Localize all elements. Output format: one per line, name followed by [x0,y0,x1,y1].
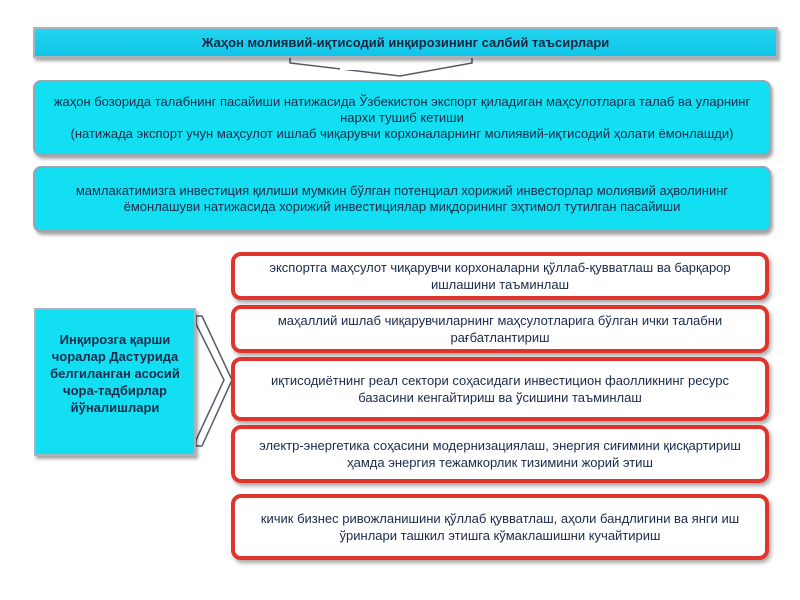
effect-text: мамлакатимизга инвестиция қилиши мумкин бўлган потенциал хорижий инвесторлар молиявий аҳволининг ёмонлашуви натижасида хорижий инвестициялар миқдорининг эҳтимол тутилган пасайиши [75,183,729,214]
effect-box-export [33,80,771,156]
measures-title-box [34,308,196,456]
measures-title: Инқирозга қарши чоралар Дастурида белгиланган асосий чора-тадбирлар йўналишлари [50,332,180,415]
measure-box-energy [231,425,769,483]
effect-text: жаҳон бозорида талабнинг пасайиши натижасида Ўзбекистон экспорт қиладиган маҳсулотларга талаб ва уларнинг нархи тушиб кетиши (натижада экспорт учун маҳсулот ишлаб чиқарувчи корхоналарнинг молиявий-иқтисодий ҳолати ёмонлашди) [53,94,751,141]
measure-box-investment-base [231,357,769,421]
effect-box-investment [33,166,771,232]
measure-text: экспортга маҳсулот чиқарувчи корхоналарни қўллаб-қувватлаш ва барқарор ишлашини таъминлаш [269,260,731,292]
header-banner [33,27,778,58]
measure-box-export-support [231,252,769,300]
measure-text: иқтисодиётнинг реал сектори соҳасидаги инвестицион фаолликнинг ресурс базасини кенгайтириш ва ўсишини таъминлаш [270,373,730,405]
right-chevron-shape [196,316,232,446]
measure-text: электр-энергетика соҳасини модернизациялаш, энергия сиғимини қисқартириш ҳамда энергия тежамкорлик тизимини жорий этиш [259,438,741,470]
header-title: Жаҳон молиявий-иқтисодий инқирозининг салбий таъсирлари [201,35,610,50]
measure-box-domestic-demand [231,305,769,353]
measure-text: маҳаллий ишлаб чиқарувчиларнинг маҳсулотларига бўлган ички талабни рағбатлантириш [277,313,723,345]
measure-box-small-business [231,494,769,560]
measure-text: кичик бизнес ривожланишини қўллаб қувватлаш, аҳоли бандлигини ва янги иш ўринлари ташкил этишга кўмаклашишни кучайтириш [260,511,740,543]
